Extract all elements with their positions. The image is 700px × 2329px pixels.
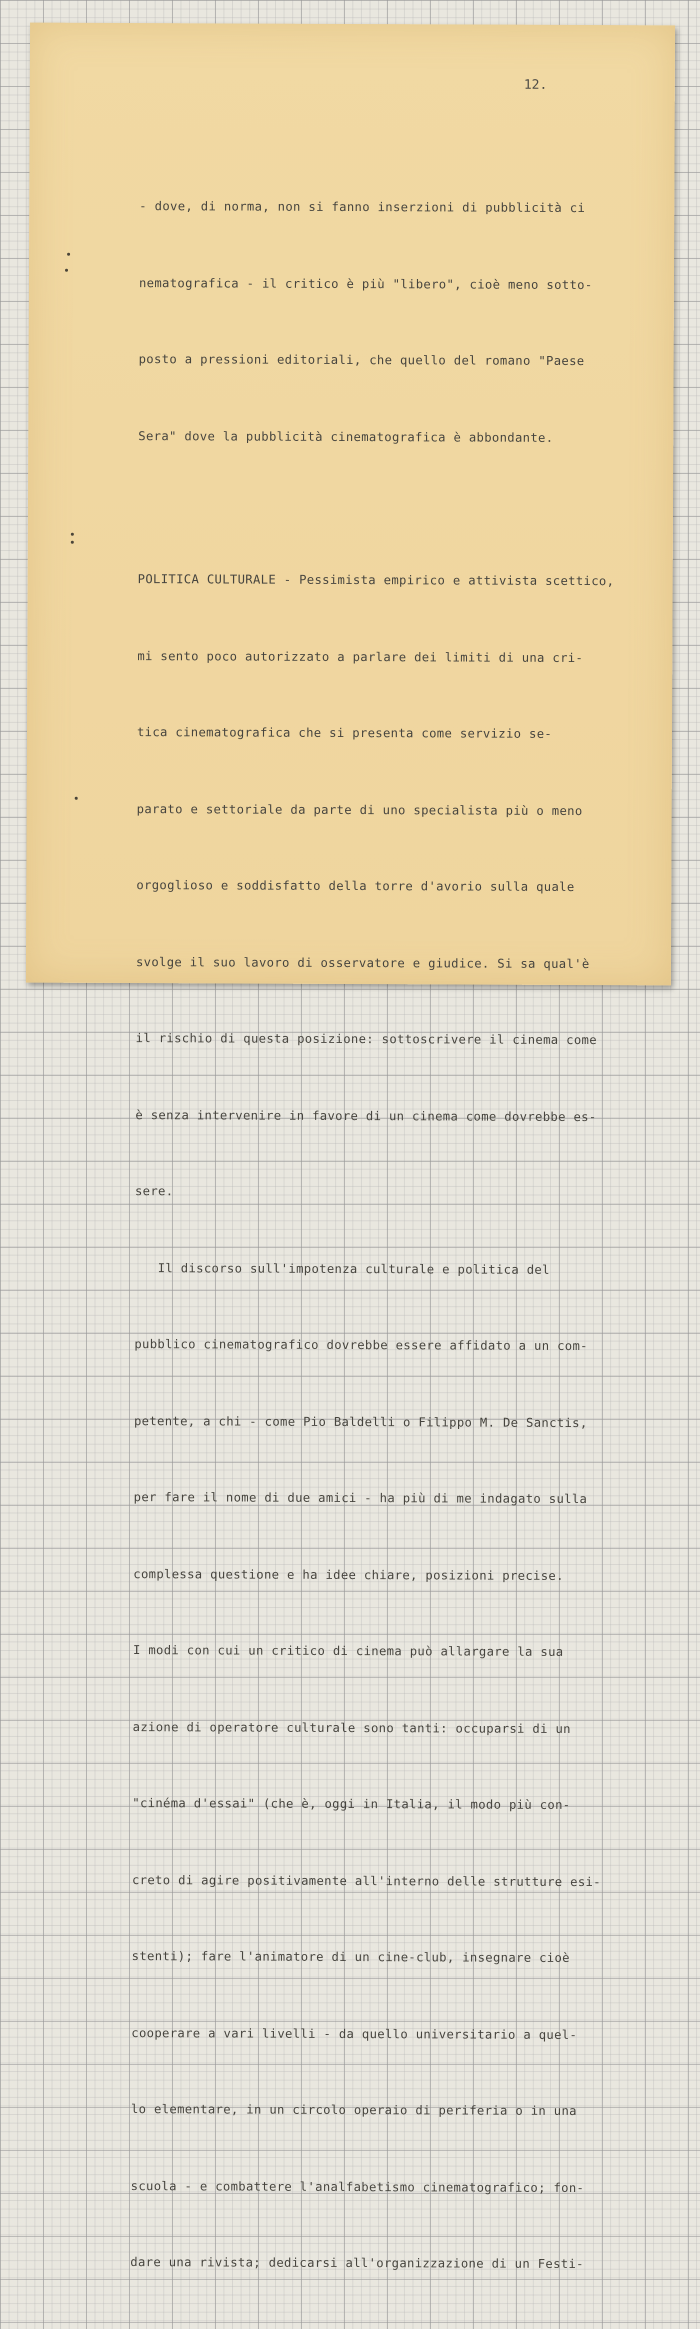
text-line: "cinéma d'essai" (che è, oggi in Italia, il modo più con- xyxy=(132,1796,571,1812)
ink-speck xyxy=(67,253,70,256)
text-line: dare una rivista; dedicarsi all'organizzazione di un Festi- xyxy=(130,2255,584,2272)
text-line: scuola - e combattere l'analfabetismo cinematografico; fon- xyxy=(130,2178,585,2195)
text-line: svolge il suo lavoro di osservatore e giudice. Si sa qual'è xyxy=(135,954,590,971)
text-line: pubblico cinematografico dovrebbe essere affidato a un com- xyxy=(134,1337,588,1354)
text-line: il rischio di questa posizione: sottoscrivere il cinema come xyxy=(135,1031,597,1048)
text-line: tica cinematografica che si presenta come servizio se- xyxy=(136,725,553,741)
text-line: lo elementare, in un circolo operaio di periferia o in una xyxy=(130,2102,577,2119)
ink-speck xyxy=(71,541,74,544)
text-line: posto a pressioni editoriali, che quello del romano "Paese xyxy=(138,352,585,369)
text-line: creto di agire positivamente all'interno delle strutture esi- xyxy=(131,1872,601,1889)
text-line: complessa questione e ha idee chiare, posizioni precise. xyxy=(133,1566,564,1583)
ink-speck xyxy=(75,797,78,800)
text-line: nematografica - il critico è più "libero", cioè meno sotto- xyxy=(138,275,593,292)
ink-speck xyxy=(65,269,68,272)
text-line: parato e settoriale da parte di uno specialista più o meno xyxy=(136,801,583,818)
text-line: mi sento poco autorizzato a parlare dei limiti di una cri- xyxy=(137,648,584,665)
text-line: azione di operatore culturale sono tanti: occuparsi di un xyxy=(132,1719,571,1736)
page-number: 12. xyxy=(523,77,548,93)
text-line: stenti); fare l'animatore di un cine-club, insegnare cioè xyxy=(131,1949,570,1965)
text-line: per fare il nome di due amici - ha più di me indagato sulla xyxy=(133,1490,588,1507)
text-line: petente, a chi - come Pio Baldelli o Filippo M. De Sanctis, xyxy=(133,1413,588,1430)
ink-speck xyxy=(71,533,74,536)
text-line: è senza intervenire in favore di un cinema come dovrebbe es- xyxy=(135,1107,597,1124)
body-text xyxy=(130,143,660,2329)
text-line: Il discorso sull'impotenza culturale e politica del xyxy=(134,1260,550,1277)
text-line: orgoglioso e soddisfatto della torre d'avorio sulla quale xyxy=(136,878,575,894)
typewritten-page xyxy=(26,23,675,2272)
text-line: I modi con cui un critico di cinema può allargare la sua xyxy=(132,1643,564,1659)
text-line: POLITICA CULTURALE - Pessimista empirico e attivista scettico, xyxy=(137,572,615,589)
text-line: - dove, di norma, non si fanno inserzioni di pubblicità ci xyxy=(139,199,586,216)
text-line: cooperare a vari livelli - da quello universitario a quel- xyxy=(131,2025,578,2042)
text-line: sere. xyxy=(134,1184,174,1199)
text-line: Sera" dove la pubblicità cinematografica è abbondante. xyxy=(138,428,554,445)
